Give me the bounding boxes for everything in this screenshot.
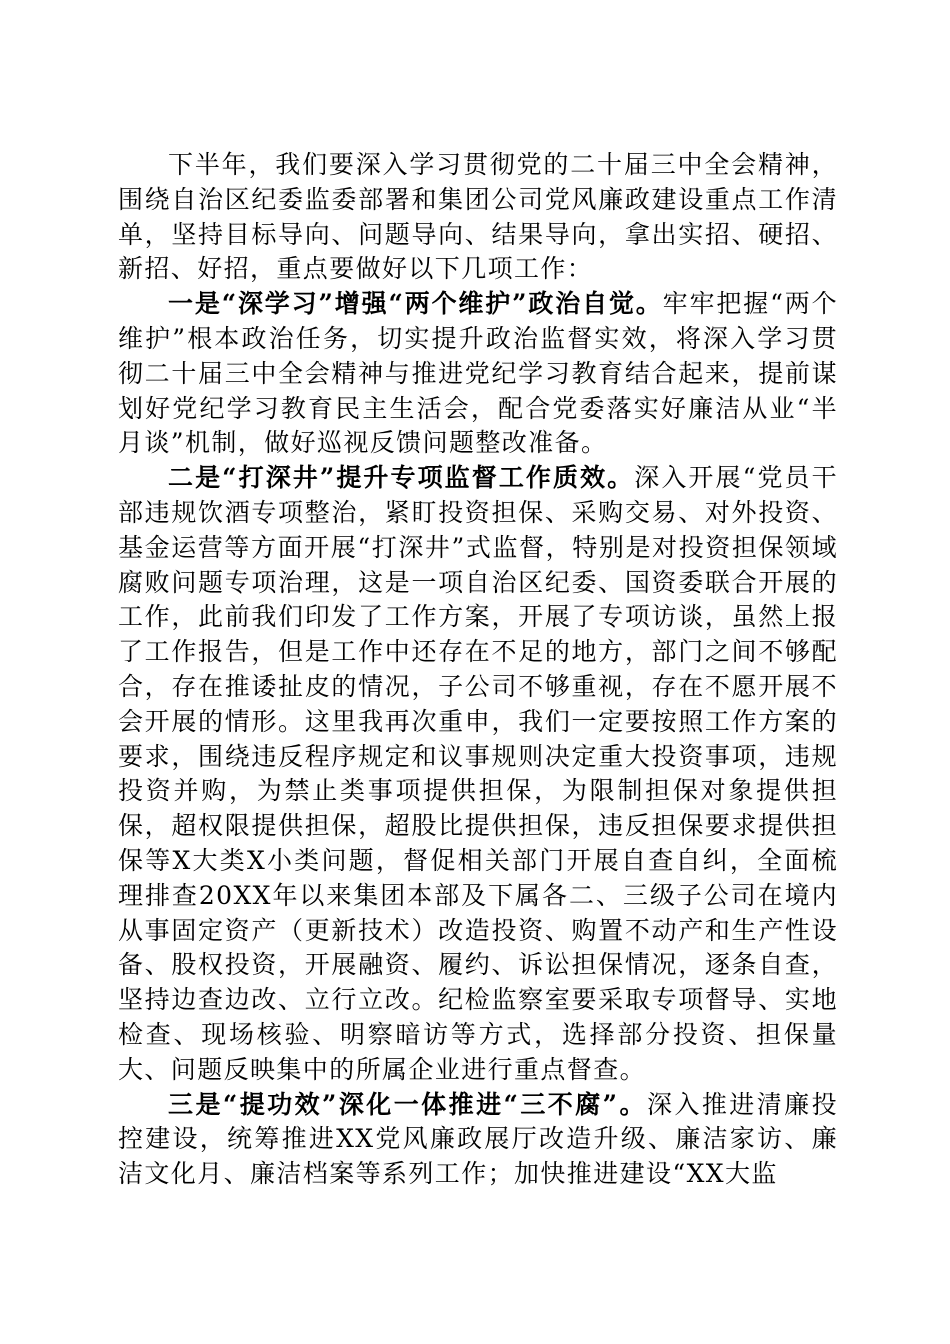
paragraph-body: 牢牢把握“两个维护”根本政治任务，切实提升政治监督实效，将深入学习贯彻二十届三中全会精神与推进党纪学习教育结合起来，提前谋划好党纪学习教育民主生活会，配合党委落实好廉洁从业“半月谈”机制，做好巡视反馈问题整改准备。 bbox=[118, 289, 838, 458]
paragraph-body: 深入推进清廉投控建设，统筹推进XX党风廉政展厅改造升级、廉洁家访、廉洁文化月、廉洁档案等系列工作；加快推进建设“XX大监 bbox=[118, 1089, 838, 1189]
item-two-paragraph bbox=[118, 461, 838, 1087]
paragraph-lead: 三是“提功效”深化一体推进“三不腐”。 bbox=[168, 1089, 647, 1119]
paragraph-lead: 一是“深学习”增强“两个维护”政治自觉。 bbox=[168, 289, 663, 319]
paragraph-lead: 二是“打深井”提升专项监督工作质效。 bbox=[168, 463, 635, 493]
item-one-paragraph bbox=[118, 287, 838, 461]
paragraph-body: 深入开展“党员干部违规饮酒专项整治，紧盯投资担保、采购交易、对外投资、基金运营等方面开展“打深井”式监督，特别是对投资担保领域腐败问题专项治理，这是一项自治区纪委、国资委联合开展的工作，此前我们印发了工作方案，开展了专项访谈，虽然上报了工作报告，但是工作中还存在不足的地方，部门之间不够配合，存在推诿扯皮的情况，子公司不够重视，存在不愿开展不会开展的情形。这里我再次重申，我们一定要按照工作方案的要求，围绕违反程序规定和议事规则决定重大投资事项，违规投资并购，为禁止类事项提供担保，为限制担保对象提供担保，超权限提供担保，超股比提供担保，违反担保要求提供担保等X大类X小类问题，督促相关部门开展自查自纠，全面梳理排查20XX年以来集团本部及下属各二、三级子公司在境内从事固定资产（更新技术）改造投资、购置不动产和生产性设备、股权投资，开展融资、履约、诉讼担保情况，逐条自查，坚持边查边改、立行立改。纪检监察室要采取专项督导、实地检查、现场核验、明察暗访等方式，选择部分投资、担保量大、问题反映集中的所属企业进行重点督查。 bbox=[118, 463, 839, 1084]
intro-paragraph bbox=[118, 148, 838, 287]
item-three-paragraph bbox=[118, 1088, 838, 1192]
document-body bbox=[118, 148, 838, 1192]
paragraph-body: 下半年，我们要深入学习贯彻党的二十届三中全会精神，围绕自治区纪委监委部署和集团公司党风廉政建设重点工作清单，坚持目标导向、问题导向、结果导向，拿出实招、硬招、新招、好招，重点要做好以下几项工作： bbox=[118, 150, 838, 284]
